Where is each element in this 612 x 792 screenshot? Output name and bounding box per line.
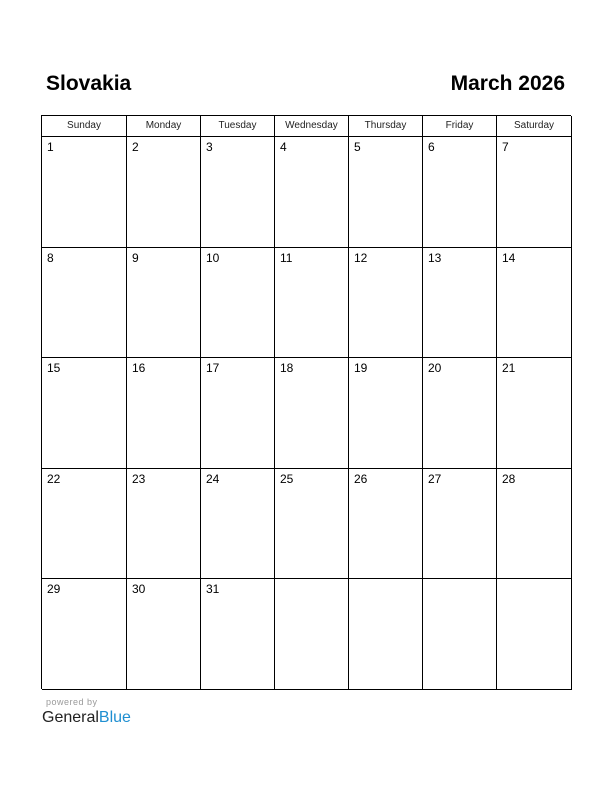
day-cell[interactable]: 8 [42, 248, 127, 358]
day-cell[interactable]: 13 [423, 248, 497, 358]
empty-day-cell [275, 579, 349, 690]
weekday-header-thursday: Thursday [349, 116, 423, 137]
day-cell[interactable]: 26 [349, 469, 423, 579]
brand-part-blue: Blue [98, 709, 131, 726]
day-cell[interactable]: 22 [42, 469, 127, 579]
day-cell[interactable]: 30 [127, 579, 201, 690]
day-cell[interactable]: 4 [275, 137, 349, 248]
day-cell[interactable]: 6 [423, 137, 497, 248]
day-cell[interactable]: 1 [42, 137, 127, 248]
day-cell[interactable]: 25 [275, 469, 349, 579]
powered-by-label: powered by [46, 697, 98, 707]
day-cell[interactable]: 2 [127, 137, 201, 248]
brand-part-general: General [42, 709, 99, 726]
day-cell[interactable]: 28 [497, 469, 572, 579]
calendar-grid [41, 115, 571, 689]
day-cell[interactable]: 19 [349, 358, 423, 469]
weekday-header-sunday: Sunday [42, 116, 127, 137]
day-cell[interactable]: 27 [423, 469, 497, 579]
country-title: Slovakia [46, 72, 132, 95]
day-cell[interactable]: 20 [423, 358, 497, 469]
day-cell[interactable]: 10 [201, 248, 275, 358]
day-cell[interactable]: 12 [349, 248, 423, 358]
day-cell[interactable]: 5 [349, 137, 423, 248]
day-cell[interactable]: 21 [497, 358, 572, 469]
day-cell[interactable]: 11 [275, 248, 349, 358]
empty-day-cell [423, 579, 497, 690]
empty-day-cell [497, 579, 572, 690]
weekday-header-saturday: Saturday [497, 116, 572, 137]
day-cell[interactable]: 14 [497, 248, 572, 358]
day-cell[interactable]: 23 [127, 469, 201, 579]
day-cell[interactable]: 24 [201, 469, 275, 579]
empty-day-cell [349, 579, 423, 690]
generalblue-logo[interactable] [42, 708, 131, 728]
weekday-header-wednesday: Wednesday [275, 116, 349, 137]
day-cell[interactable]: 31 [201, 579, 275, 690]
weekday-header-monday: Monday [127, 116, 201, 137]
month-title: March 2026 [450, 72, 565, 95]
day-cell[interactable]: 3 [201, 137, 275, 248]
weekday-header-tuesday: Tuesday [201, 116, 275, 137]
day-cell[interactable]: 29 [42, 579, 127, 690]
weekday-header-friday: Friday [423, 116, 497, 137]
day-cell[interactable]: 7 [497, 137, 572, 248]
day-cell[interactable]: 17 [201, 358, 275, 469]
day-cell[interactable]: 9 [127, 248, 201, 358]
day-cell[interactable]: 18 [275, 358, 349, 469]
day-cell[interactable]: 16 [127, 358, 201, 469]
day-cell[interactable]: 15 [42, 358, 127, 469]
